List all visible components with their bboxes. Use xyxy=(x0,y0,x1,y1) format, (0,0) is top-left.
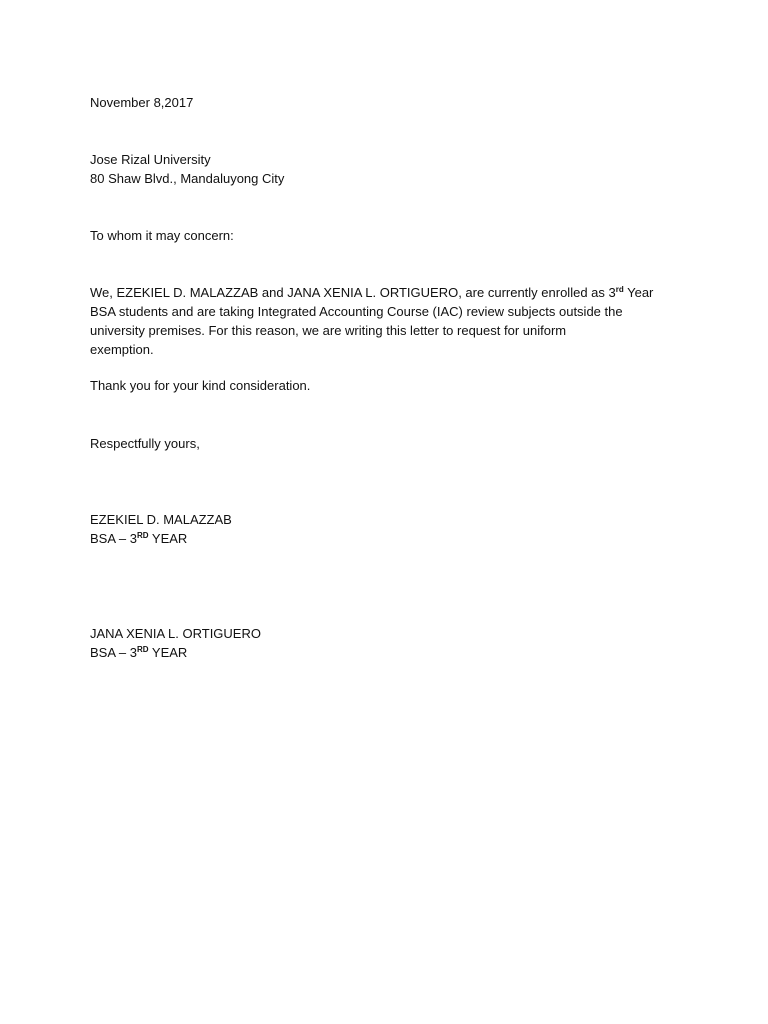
signatory-1-program xyxy=(90,529,187,548)
signatory-1-program-prefix: BSA – 3 xyxy=(90,531,137,546)
signatory-2-ordinal-suffix: RD xyxy=(136,645,149,654)
signatory-2-program xyxy=(90,643,187,662)
salutation: To whom it may concern: xyxy=(90,228,234,243)
closing: Respectfully yours, xyxy=(90,436,200,451)
body-line-3: university premises. For this reason, we are writing this letter to request for uniform xyxy=(90,323,567,338)
body-line-1 xyxy=(90,283,653,302)
signatory-2-name: JANA XENIA L. ORTIGUERO xyxy=(90,626,261,641)
signatory-2-program-prefix: BSA – 3 xyxy=(90,645,137,660)
recipient-name: Jose Rizal University xyxy=(90,152,211,167)
body-line-4: exemption. xyxy=(90,342,154,357)
thanks-line: Thank you for your kind consideration. xyxy=(90,378,311,393)
recipient-address: 80 Shaw Blvd., Mandaluyong City xyxy=(90,171,285,186)
letter-date: November 8,2017 xyxy=(90,95,194,110)
body-line-1-end: Year xyxy=(623,285,654,300)
signatory-1-ordinal-suffix: RD xyxy=(136,531,149,540)
body-line-1-text: We, EZEKIEL D. MALAZZAB and JANA XENIA L. ORTIGUERO, are currently enrolled as 3 xyxy=(90,285,616,300)
signatory-1-name: EZEKIEL D. MALAZZAB xyxy=(90,512,232,527)
signatory-2-program-suffix: YEAR xyxy=(148,645,188,660)
ordinal-suffix: rd xyxy=(615,285,624,294)
signatory-1-program-suffix: YEAR xyxy=(148,531,188,546)
body-line-2: BSA students and are taking Integrated Accounting Course (IAC) review subjects outside the xyxy=(90,304,623,319)
